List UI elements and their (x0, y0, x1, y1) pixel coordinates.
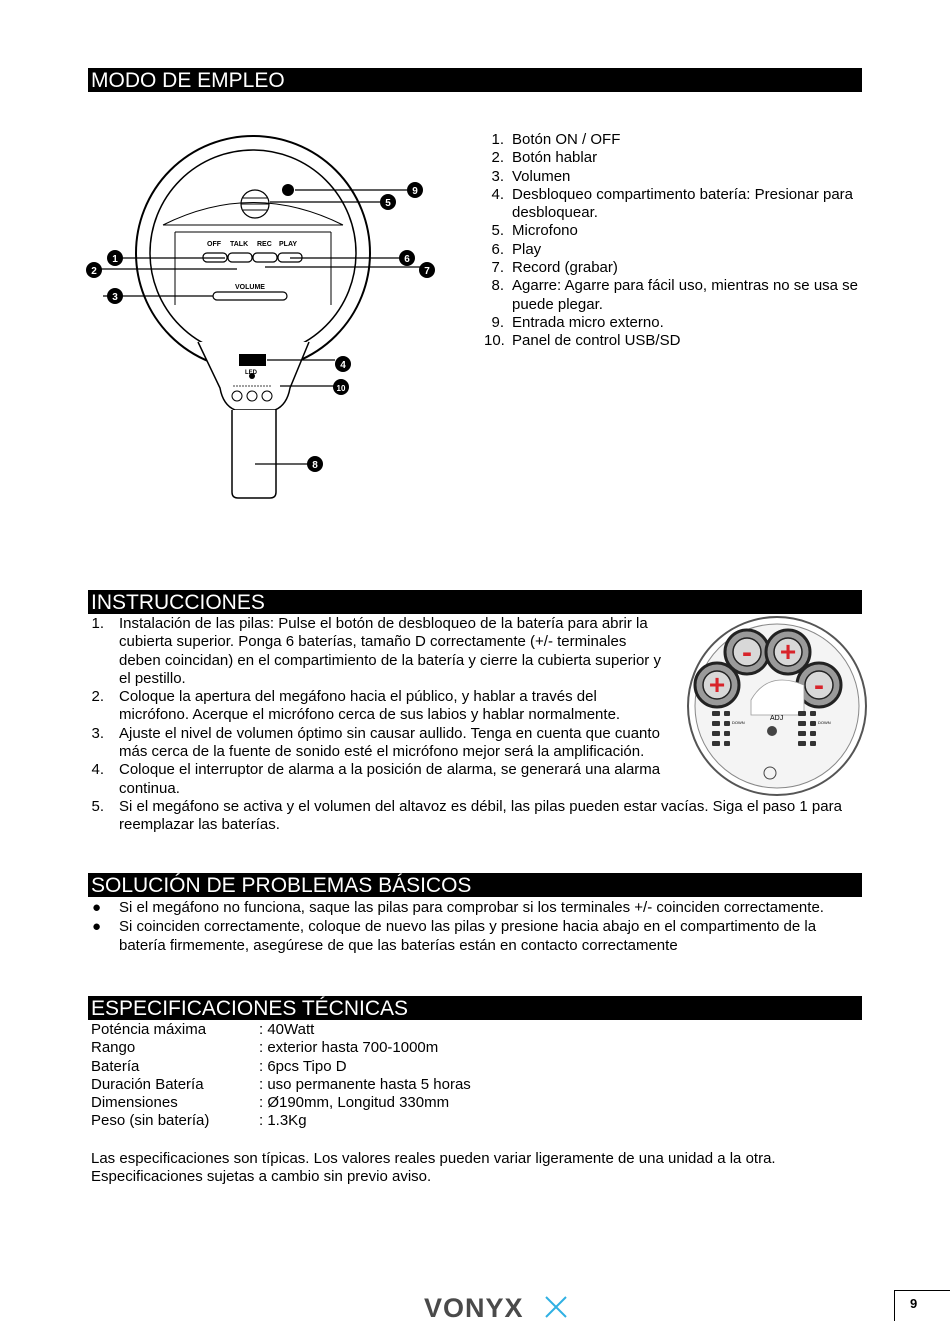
section-header-mode: MODO DE EMPLEO (88, 68, 862, 92)
list-item: 2. Botón hablar (491, 149, 598, 167)
megaphone-diagram (85, 120, 445, 510)
label-volume: VOLUME (235, 284, 265, 291)
plus-sign: + (708, 669, 726, 700)
list-item: ● Si el megáfono no funciona, saque las pilas para comprobar si los terminales +/- coinciden correctamente. (92, 899, 824, 916)
section-header-instructions: INSTRUCCIONES (88, 590, 862, 614)
callout-7: 7 (424, 266, 430, 277)
callout-1: 1 (112, 254, 118, 265)
parts-list (484, 131, 864, 351)
list-item: 4. Coloque el interruptor de alarma a la posición de alarma, se generará una alarma continua. (91, 761, 661, 797)
callout-8: 8 (312, 460, 318, 471)
list-item: 3. Ajuste el nivel de volumen óptimo sin causar aullido. Tenga en cuenta que cuanto más cerca de la fuente de sonido esté el micrófono mejor será la amplificación. (91, 724, 660, 761)
list-item: 10. Panel de control USB/SD (484, 332, 681, 350)
label-led: LED (245, 370, 257, 376)
svg-text:VONYX: VONYX (424, 1293, 524, 1321)
section-header-troubleshooting: SOLUCIÓN DE PROBLEMAS BÁSICOS (88, 873, 862, 897)
list-item: 4. Desbloqueo compartimento batería: Presionar para desbloquear. (491, 185, 854, 222)
label-talk: TALK (230, 241, 249, 248)
minus-sign: - (742, 636, 752, 669)
callout-3: 3 (112, 292, 118, 303)
list-item: 8. Agarre: Agarre para fácil uso, mientras no se usa se puede plegar. (491, 277, 859, 313)
note-line: Las especificaciones son típicas. Los valores reales pueden variar ligeramente de una unidad a la otra. (91, 1150, 776, 1167)
vonyx-logo (424, 1293, 570, 1321)
list-item: 6. Play (491, 240, 542, 258)
list-item: 7. Record (grabar) (491, 259, 618, 277)
list-item: 5. Si el megáfono se activa y el volumen del altavoz es débil, las pilas pueden estar vacías. Siga el paso 1 para reemplazar las baterías. (91, 797, 842, 834)
callout-4: 4 (340, 360, 346, 371)
label-play: PLAY (279, 241, 298, 248)
list-item: 2. Coloque la apertura del megáfono hacia el público, y hablar a través del micrófono. Acerque el micrófono cerca de sus labios y hablar normalmente. (91, 688, 621, 724)
label-rec: REC (257, 241, 272, 248)
note-line: Especificaciones sujetas a cambio sin previo aviso. (91, 1168, 432, 1186)
list-item: ● Si coinciden correctamente, coloque de nuevo las pilas y presione hacia abajo en el compartimento de la batería firmemente, asegúrese de que las baterías están en contacto correctamente (92, 918, 817, 954)
list-item: 9. Entrada micro externo. (491, 313, 664, 331)
troubleshooting-list (88, 899, 858, 956)
section-header-specs: ESPECIFICACIONES TÉCNICAS (88, 996, 862, 1020)
page-number: 9 (910, 1296, 918, 1311)
callout-5: 5 (385, 198, 391, 209)
plus-sign: + (779, 636, 797, 667)
down-label: DOWN (818, 720, 831, 725)
battery-compartment-diagram (686, 615, 868, 797)
list-item: 1. Botón ON / OFF (491, 131, 621, 148)
list-item: 1. Instalación de las pilas: Pulse el botón de desbloqueo de la batería para abrir la cubierta superior. Ponga 6 baterías, tamaño D correctamente (+/- terminales deben coincidan) en el compartimiento de la batería y cierre la cubierta superior y el pestillo. (91, 615, 661, 687)
down-label: DOWN (732, 720, 745, 725)
label-off: OFF (207, 241, 221, 248)
list-item: 5. Microfono (491, 222, 578, 240)
page-number-box (894, 1290, 950, 1321)
spec-notes (91, 1150, 851, 1187)
adj-label: ADJ (770, 715, 784, 722)
callout-9: 9 (412, 186, 418, 197)
callout-10: 10 (336, 384, 346, 393)
callout-2: 2 (91, 266, 97, 277)
ext-mic-jack (282, 184, 294, 196)
list-item: 3. Volumen (491, 167, 571, 185)
minus-sign: - (814, 669, 824, 702)
callout-6: 6 (404, 254, 410, 265)
